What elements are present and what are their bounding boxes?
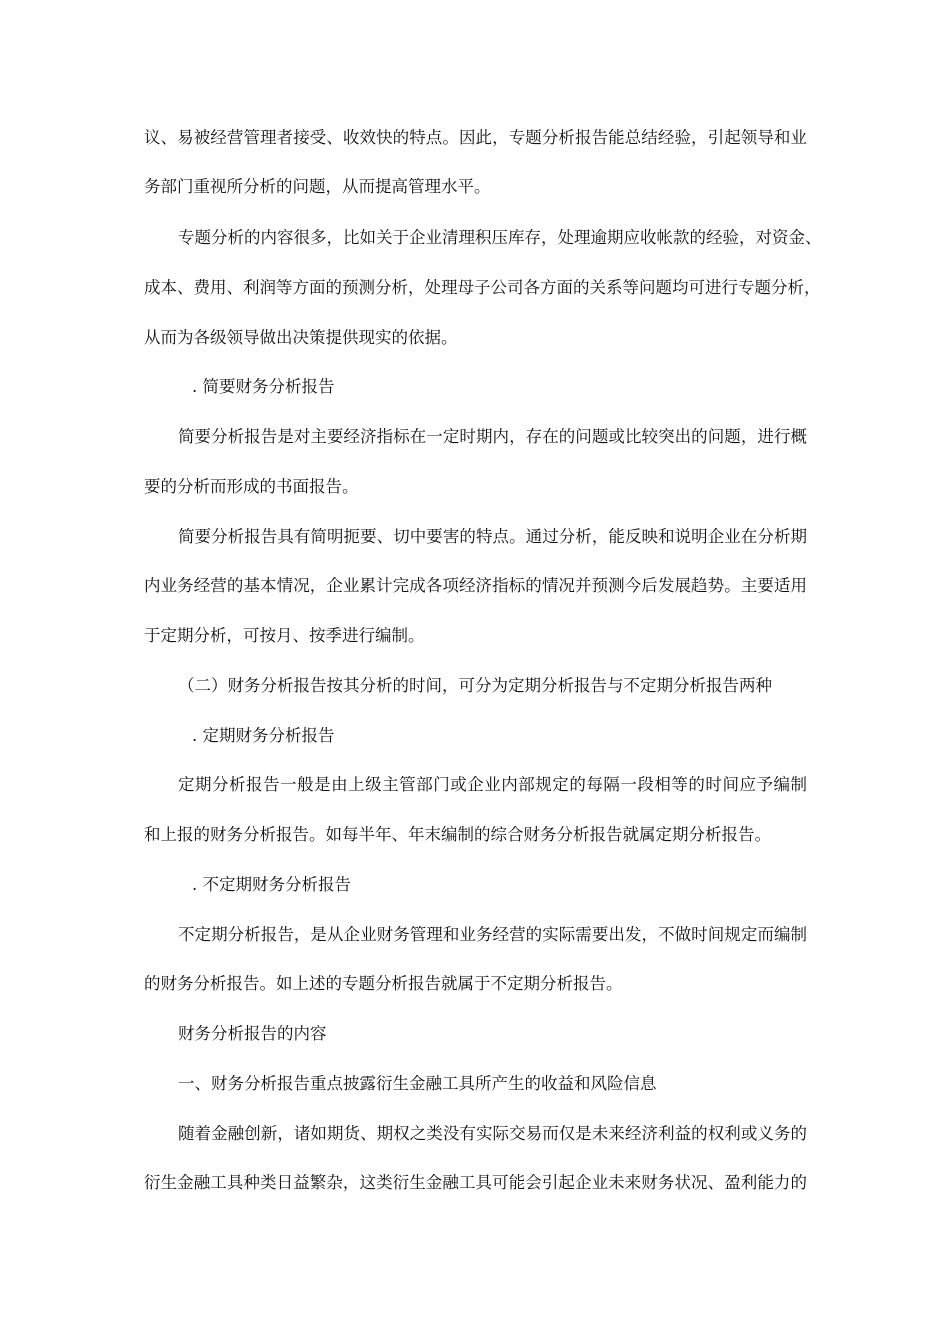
body-text-line: 从而为各级领导做出决策提供现实的依据。: [144, 328, 458, 347]
body-text-line: 务部门重视所分析的问题，从而提高管理水平。: [144, 177, 491, 196]
body-text-line: 专题分析的内容很多，比如关于企业清理积压库存，处理逾期应收帐款的经验，对资金、: [178, 228, 822, 247]
body-text-line: 于定期分析，可按月、按季进行编制。: [144, 626, 425, 645]
section-heading: . 简要财务分析报告: [192, 377, 335, 396]
body-text-line: 定期分析报告一般是由上级主管部门或企业内部规定的每隔一段相等的时间应予编制: [178, 775, 807, 794]
section-heading: 财务分析报告的内容: [178, 1024, 327, 1043]
body-text-line: 议、易被经营管理者接受、收效快的特点。因此，专题分析报告能总结经验，引起领导和业: [144, 128, 807, 147]
body-text-line: 不定期分析报告，是从企业财务管理和业务经营的实际需要出发，不做时间规定而编制: [178, 925, 807, 944]
body-text-line: 的财务分析报告。如上述的专题分析报告就属于不定期分析报告。: [144, 974, 623, 993]
body-text-line: 随着金融创新，诸如期货、期权之类没有实际交易而仅是未来经济利益的权利或义务的: [178, 1124, 807, 1143]
section-heading: 一、财务分析报告重点披露衍生金融工具所产生的收益和风险信息: [178, 1074, 657, 1093]
section-heading: （二）财务分析报告按其分析的时间，可分为定期分析报告与不定期分析报告两种: [178, 676, 772, 695]
body-text-line: 衍生金融工具种类日益繁杂，这类衍生金融工具可能会引起企业未来财务状况、盈利能力的: [144, 1173, 807, 1192]
section-heading: . 不定期财务分析报告: [192, 875, 351, 894]
body-text-line: 和上报的财务分析报告。如每半年、年末编制的综合财务分析报告就属定期分析报告。: [144, 825, 771, 844]
section-heading: . 定期财务分析报告: [192, 726, 335, 745]
body-text-line: 成本、费用、利润等方面的预测分析，处理母子公司各方面的关系等问题均可进行专题分析，: [144, 278, 821, 297]
body-text-line: 要的分析而形成的书面报告。: [144, 477, 359, 496]
body-text-line: 内业务经营的基本情况，企业累计完成各项经济指标的情况并预测今后发展趋势。主要适用: [144, 576, 807, 595]
body-text-line: 简要分析报告具有简明扼要、切中要害的特点。通过分析，能反映和说明企业在分析期: [178, 527, 807, 546]
body-text-line: 简要分析报告是对主要经济指标在一定时期内，存在的问题或比较突出的问题，进行概: [178, 427, 807, 446]
